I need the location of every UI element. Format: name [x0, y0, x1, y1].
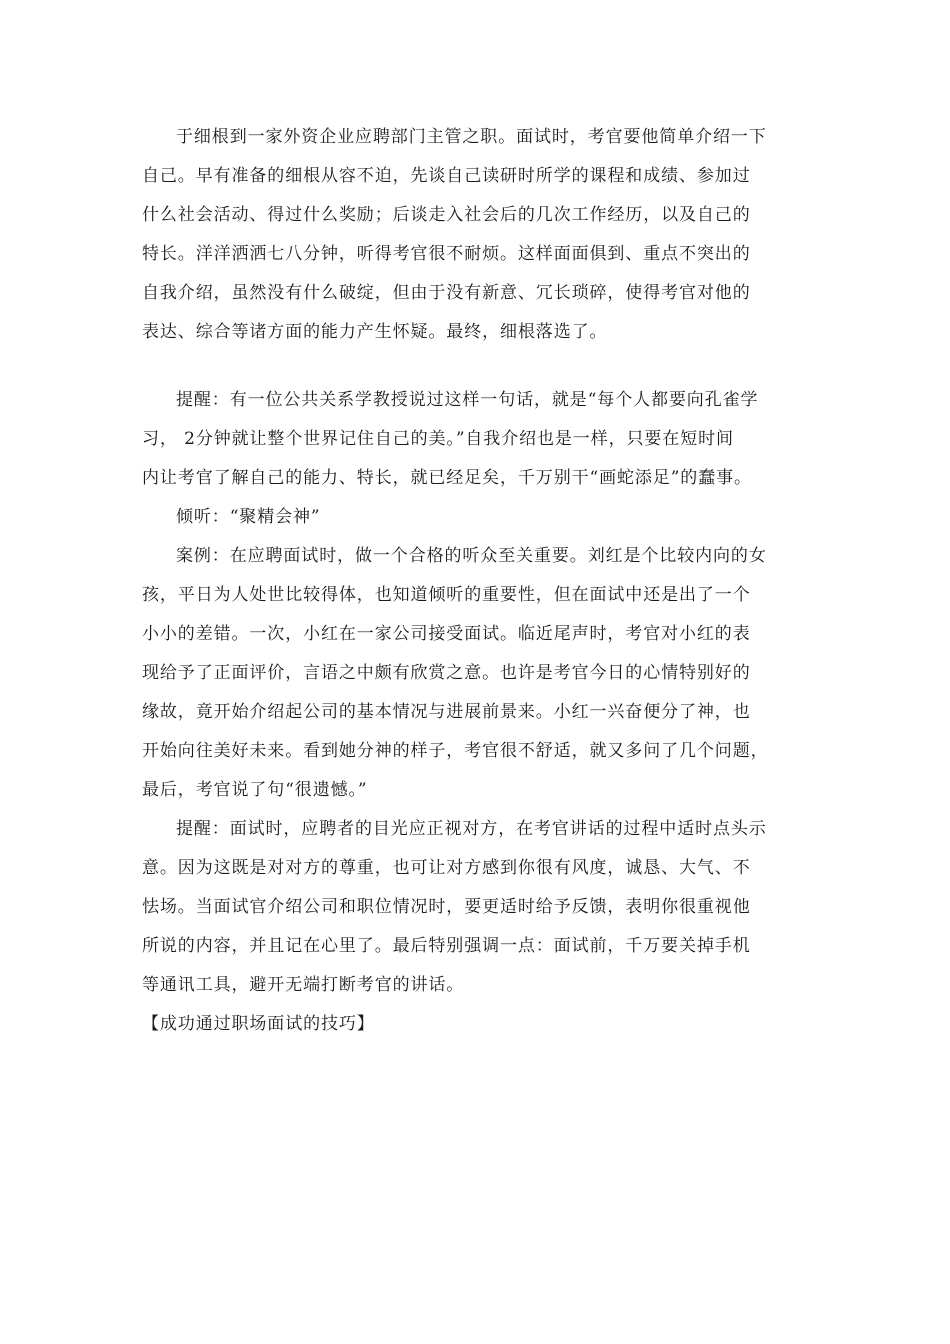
- text-line: 特长。洋洋洒洒七八分钟，听得考官很不耐烦。这样面面俱到、重点不突出的: [142, 244, 751, 264]
- section-heading: [142, 1005, 808, 1044]
- text-line: 小小的差错。一次，小红在一家公司接受面试。临近尾声时，考官对小红的表: [142, 624, 751, 644]
- subheading-listen: [142, 498, 808, 537]
- text-line: 开始向往美好未来。看到她分神的样子，考官很不舒适，就又多问了几个问题，: [142, 741, 769, 761]
- text-line: 自己。早有准备的细根从容不迫，先谈自己读研时所学的课程和成绩、参加过: [142, 166, 751, 186]
- text-line: 所说的内容，并且记在心里了。最后特别强调一点：面试前，千万要关掉手机: [142, 936, 751, 956]
- text-line: 案例：在应聘面试时，做一个合格的听众至关重要。刘红是个比较内向的女: [176, 546, 767, 566]
- text-line: 提醒：面试时，应聘者的目光应正视对方，在考官讲话的过程中适时点头示: [176, 819, 767, 839]
- text-line: 孩，平日为人处世比较得体，也知道倾听的重要性，但在面试中还是出了一个: [142, 585, 751, 605]
- document-body: [142, 118, 808, 1044]
- text-line: 缘故，竟开始介绍起公司的基本情况与进展前景来。小红一兴奋便分了神，也: [142, 702, 751, 722]
- text-line: 习， 2分钟就让整个世界记住自己的美。”自我介绍也是一样，只要在短时间: [142, 429, 734, 449]
- paragraph-case-2: [142, 537, 808, 810]
- text-line: 提醒：有一位公共关系学教授说过这样一句话，就是“每个人都要向孔雀学: [176, 390, 759, 410]
- text-line: 意。因为这既是对对方的尊重，也可让对方感到你很有风度，诚恳、大气、不: [142, 858, 751, 878]
- paragraph-gap: [142, 352, 808, 381]
- text-line: 等通讯工具，避开无端打断考官的讲话。: [142, 975, 465, 995]
- text-line: 【成功通过职场面试的技巧】: [142, 1014, 375, 1034]
- text-line: 表达、综合等诸方面的能力产生怀疑。最终，细根落选了。: [142, 322, 608, 342]
- text-line: 自我介绍，虽然没有什么破绽，但由于没有新意、冗长琐碎，使得考官对他的: [142, 283, 751, 303]
- paragraph-case-1: [142, 118, 808, 352]
- text-line: 怯场。当面试官介绍公司和职位情况时，要更适时给予反馈，表明你很重视他: [142, 897, 751, 917]
- text-line: 最后，考官说了句“很遗憾。”: [142, 780, 368, 800]
- text-line: 于细根到一家外资企业应聘部门主管之职。面试时，考官要他简单介绍一下: [176, 127, 767, 147]
- text-line: 内让考官了解自己的能力、特长，就已经足矣，千万别干“画蛇添足”的蠢事。: [142, 468, 752, 488]
- paragraph-tip-2: [142, 810, 808, 1005]
- text-line: 什么社会活动、得过什么奖励；后谈走入社会后的几次工作经历，以及自己的: [142, 205, 751, 225]
- text-line: 现给予了正面评价，言语之中颇有欣赏之意。也许是考官今日的心情特别好的: [142, 663, 751, 683]
- paragraph-tip-1: [142, 381, 808, 498]
- text-line: 倾听：“聚精会神”: [176, 507, 321, 527]
